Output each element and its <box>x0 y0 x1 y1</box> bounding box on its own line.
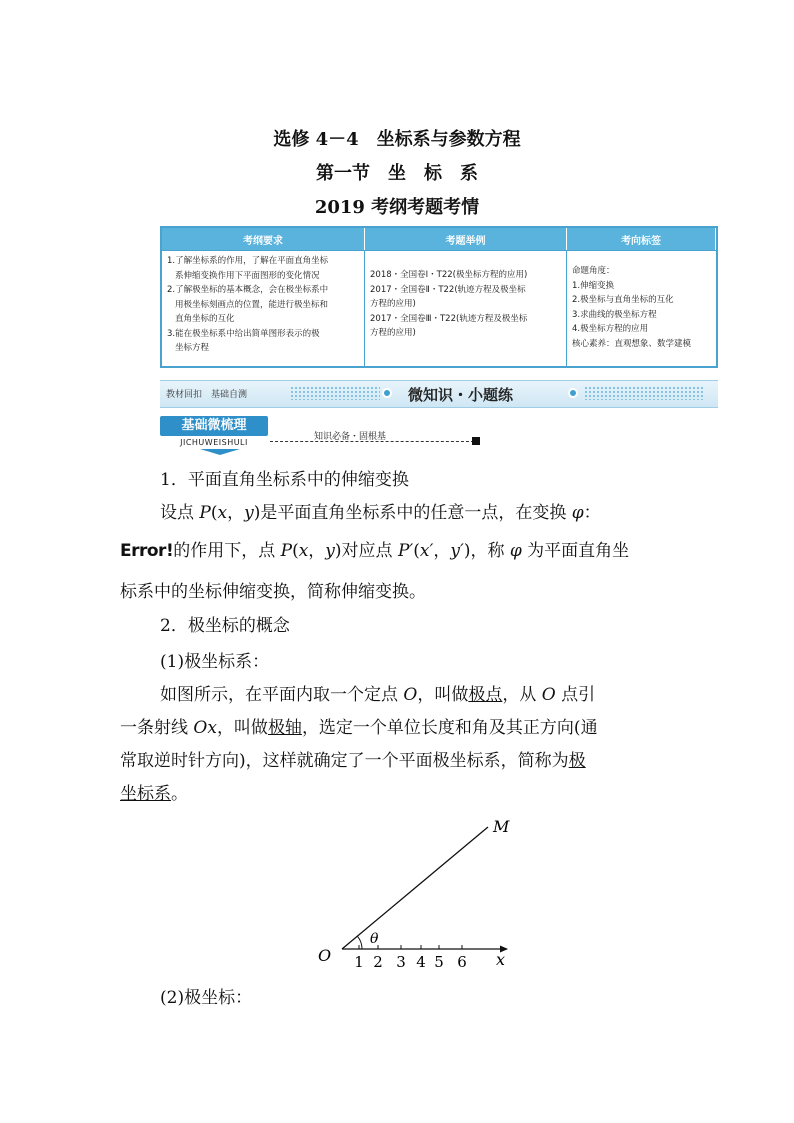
section-tag <box>160 416 270 450</box>
table-line: 3.能在极坐标系中给出简单图形表示的极 <box>167 328 320 339</box>
banner-left-text: 教材回扣 基础自测 <box>166 390 248 400</box>
term-polar-system: 坐标系 <box>120 784 171 804</box>
section-title: 第一节 坐 标 系 <box>316 163 478 184</box>
math-var: x <box>298 541 309 561</box>
table-cell-tags <box>567 250 716 366</box>
theta-label: θ <box>370 931 379 947</box>
math-var: Ox <box>193 718 217 738</box>
text: ，叫做 <box>417 685 469 705</box>
table-line: 1.了解坐标系的作用，了解在平面直角坐标 <box>167 256 329 266</box>
table-line: 方程的应用) <box>370 299 416 309</box>
ray-OM <box>342 827 488 949</box>
math-var: P′ <box>397 541 414 561</box>
table-line: 2017・全国卷Ⅲ・T22(轨迹方程及极坐标 <box>370 313 528 324</box>
text: ， <box>433 541 451 561</box>
section-tag-title: 基础微梳理 <box>160 416 268 436</box>
table-line: 命题角度： <box>572 266 615 276</box>
axis-tick-label: 2 <box>373 953 383 971</box>
term-polar-system: 极 <box>568 751 586 771</box>
table-line: 2018・全国卷Ⅰ・T22(极坐标方程的应用) <box>370 270 528 280</box>
table-line: 方程的应用) <box>370 328 416 338</box>
text: ： <box>583 503 601 523</box>
dashed-divider <box>270 441 474 442</box>
text: 的作用下，点 <box>173 541 281 561</box>
math-var: P <box>199 503 211 523</box>
table-line: 坐标方程 <box>175 343 210 353</box>
subsection-title: 2019 考纲考题考情 <box>314 197 480 218</box>
text: ，从 <box>502 685 542 705</box>
banner-bullet-icon <box>382 388 392 398</box>
axis-tick-label: 3 <box>396 953 406 971</box>
heading-stretch-transform: 1．平面直角坐标系中的伸缩变换 <box>160 470 409 490</box>
math-var: O <box>403 685 418 705</box>
x-axis-label: x <box>496 950 506 969</box>
term-pole: 极点 <box>468 685 503 705</box>
math-var: φ <box>571 503 584 523</box>
table-line: 2.了解极坐标的基本概念，会在极坐标系中 <box>167 285 329 295</box>
table-line: 1.伸缩变换 <box>572 280 615 291</box>
chapter-title: 选修 4－4 坐标系与参数方程 <box>273 129 521 150</box>
paragraph-stretch-definition-cont <box>120 535 680 568</box>
paragraph-stretch-definition <box>120 497 680 530</box>
paragraph-polar-system-l3 <box>120 745 680 778</box>
table-line: 系伸缩变换作用下平面图形的变化情况 <box>175 270 320 281</box>
text: 常取逆时针方向)，这样就确定了一个平面极坐标系，简称为 <box>120 751 569 771</box>
math-var: y <box>325 541 335 561</box>
math-var: P <box>280 541 293 561</box>
paragraph-stretch-definition-end: 标系中的坐标伸缩变换，简称伸缩变换。 <box>120 582 426 602</box>
table-header-tags: 考向标签 <box>567 228 716 250</box>
table-header-examples: 考题举例 <box>365 228 567 250</box>
table-cell-requirements <box>162 250 365 366</box>
text: ( <box>292 541 299 561</box>
table-header-requirements: 考纲要求 <box>162 228 365 250</box>
math-var: φ <box>509 541 522 561</box>
math-var: y <box>244 503 254 523</box>
table-line: 用极坐标刻画点的位置，能进行极坐标和 <box>175 299 329 310</box>
section-tag-note: 知识必备・固根基 <box>314 432 387 442</box>
heading-polar-concept: 2．极坐标的概念 <box>160 616 290 636</box>
text: )，称 <box>463 541 510 561</box>
axis-tick-label: 5 <box>434 953 444 971</box>
math-var: x <box>217 503 228 523</box>
banner-dots-right <box>584 386 704 400</box>
table-line: 直角坐标的互化 <box>175 314 235 324</box>
text: 如图所示，在平面内取一个定点 <box>160 685 404 705</box>
text: )对应点 <box>334 541 398 561</box>
section-tag-pinyin: JICHUWEISHULI <box>180 438 248 447</box>
banner-dots-left <box>290 386 380 400</box>
banner-bullet-icon <box>568 388 578 398</box>
table-cell-examples <box>365 250 567 366</box>
text: )是平面直角坐标系中的任意一点，在变换 <box>253 503 572 523</box>
axis-tick-label: 4 <box>416 953 426 971</box>
heading-polar-coordinates: (2)极坐标： <box>160 988 253 1008</box>
math-var: O <box>541 685 556 705</box>
math-var: x′ <box>419 541 434 561</box>
axis-tick-label: 1 <box>354 953 364 971</box>
heading-polar-system: (1)极坐标系： <box>160 652 270 672</box>
table-line: 4.极坐标方程的应用 <box>572 324 649 334</box>
text: ，叫做 <box>216 718 268 738</box>
point-M-label: M <box>493 817 510 836</box>
angle-arc <box>357 936 362 949</box>
math-var: y′ <box>450 541 464 561</box>
table-line: 核心素养：直观想象、数学建模 <box>572 338 692 349</box>
axis-tick-label: 6 <box>457 953 467 971</box>
table-line: 2017・全国卷Ⅱ・T22(轨迹方程及极坐标 <box>370 284 526 295</box>
paragraph-polar-system-l2 <box>120 712 680 745</box>
text: 点引 <box>555 685 596 705</box>
paragraph-polar-system <box>120 679 680 712</box>
text: ， <box>227 503 245 523</box>
section-tag-arrow-icon <box>200 449 240 455</box>
text: ，选定一个单位长度和角及其正方向(通 <box>301 718 598 738</box>
text: 。 <box>171 784 188 804</box>
text: 一条射线 <box>120 718 194 738</box>
text: ， <box>308 541 326 561</box>
exam-outline-table <box>160 226 718 368</box>
error-marker: Error! <box>120 541 174 561</box>
origin-O-label: O <box>318 946 332 965</box>
table-line: 3.求曲线的极坐标方程 <box>572 309 657 320</box>
term-polar-axis: 极轴 <box>267 718 302 738</box>
table-line: 2.极坐标与直角坐标的互化 <box>572 295 674 305</box>
text: ( <box>413 541 420 561</box>
banner-title: 微知识・小题练 <box>408 386 514 404</box>
divider-end-square-icon <box>472 437 480 445</box>
paragraph-polar-system-l4 <box>120 778 680 811</box>
section-banner <box>160 380 718 408</box>
text: ( <box>210 503 218 523</box>
text: 设点 <box>160 503 200 523</box>
polar-coordinate-figure <box>310 810 530 975</box>
text: 为平面直角坐 <box>521 541 630 561</box>
